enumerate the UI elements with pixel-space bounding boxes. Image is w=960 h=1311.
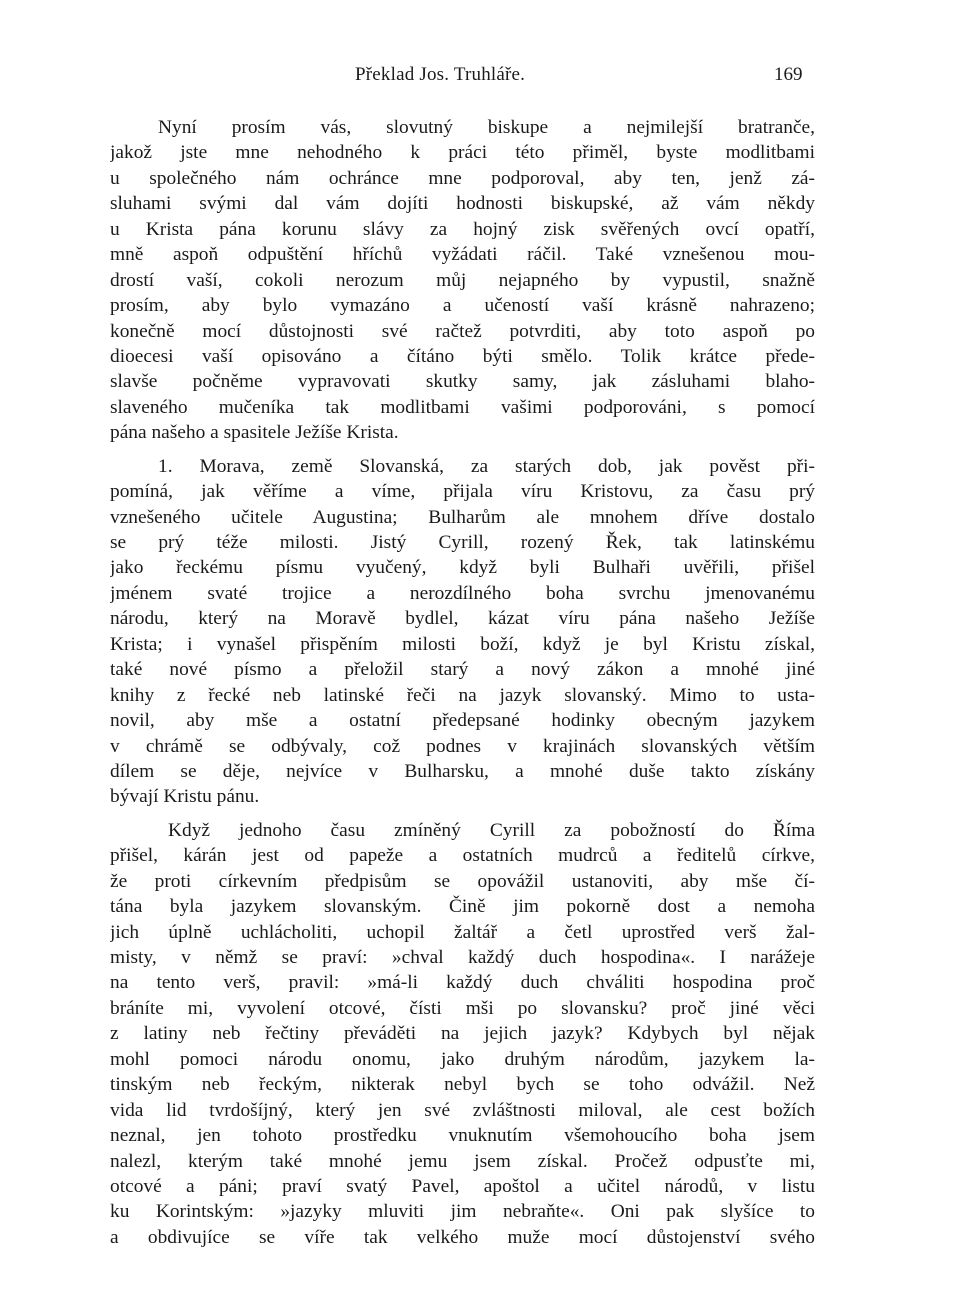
- paragraph: [110, 818, 815, 1250]
- text-line: že proti církevním předpisům se opovážil ustanoviti, aby mše čí-: [110, 870, 815, 892]
- text-line: ku Korintským: »jazyky mluviti jim nebraňte«. Oni pak slyšíce to: [110, 1201, 815, 1223]
- text-line: dílem se děje, nejvíce v Bulharsku, a mnohé duše takto získány: [110, 760, 815, 782]
- text-line: mohl pomoci národu onomu, jako druhým národům, jazykem la-: [110, 1048, 815, 1070]
- text-line: Když jednoho času zmíněný Cyrill za pobožností do Říma: [168, 819, 815, 841]
- text-line: jakož jste mne nehodného k práci této přiměl, byste modlitbami: [110, 142, 815, 164]
- text-line: 1. Morava, země Slovanská, za starých dob, jak pověst při-: [158, 455, 815, 477]
- text-line: konečně mocí důstojnosti své račtež potvrditi, aby toto aspoň po: [110, 320, 815, 342]
- text-line: pomíná, jak věříme a víme, přijala víru Kristovu, za času prý: [110, 481, 815, 503]
- paragraph: [110, 454, 815, 810]
- running-head: [0, 64, 960, 90]
- text-line: se prý téže milosti. Jistý Cyrill, rozený Řek, tak latinskému: [110, 532, 815, 553]
- body-text: [110, 115, 815, 1250]
- text-line: Nyní prosím vás, slovutný biskupe a nejmilejší bratranče,: [158, 117, 815, 138]
- text-line: jich úplně uchlácholiti, uchopil žaltář a četl uprostřed verš žal-: [110, 921, 815, 943]
- text-line: neznal, jen tohoto prostředku vnuknutím všemohoucího boha jsem: [110, 1125, 815, 1147]
- text-line: otcové a páni; praví svatý Pavel, apoštol a učitel národů, v listu: [110, 1175, 815, 1197]
- text-line: prosím, aby bylo vymazáno a učeností vaší krásně nahrazeno;: [110, 295, 815, 317]
- paragraph-gap: [110, 810, 815, 818]
- text-line: slaveného mučeníka tak modlitbami vašimi podporováni, s pomocí: [110, 396, 815, 418]
- text-line: nalezl, kterým také mnohé jemu jsem získal. Pročež odpusťte mi,: [110, 1150, 815, 1172]
- text-line: bráníte mi, vyvolení otcové, čísti mši po slovansku? proč jiné věci: [110, 997, 815, 1019]
- text-line: v chrámě se odbývaly, což podnes v krajinách slovanských větším: [110, 735, 815, 757]
- text-line: drostí vaší, cokoli nerozum můj nejapného by vypustil, snažně: [110, 269, 815, 291]
- text-line: u Krista pána korunu slávy za hojný zisk svěřených ovcí opatří,: [110, 218, 815, 240]
- text-line: na tento verš, pravil: »má-li každý duch chváliti hospodina proč: [110, 972, 815, 994]
- text-line: a obdivujíce se víře tak velkého muže mocí důstojenství svého: [110, 1226, 815, 1248]
- page-number: 169: [774, 64, 803, 85]
- text-line: přišel, kárán jest od papeže a ostatních mudrců a ředitelů církve,: [110, 845, 815, 867]
- text-line: knihy z řecké neb latinské řeči na jazyk slovanský. Mimo to usta-: [110, 684, 815, 706]
- text-line: také nové písmo a přeložil starý a nový zákon a mnohé jiné: [110, 659, 815, 681]
- text-line: slavše počněme vypravovati skutky samy, jak zásluhami blaho-: [110, 371, 815, 393]
- text-line: dioecesi vaší opisováno a čítáno býti smělo. Tolik krátce přede-: [110, 345, 815, 367]
- text-line: z latiny neb řečtiny převáděti na jejich jazyk? Kdybych byl nějak: [110, 1023, 815, 1045]
- paragraph: [110, 115, 815, 446]
- text-line: národu, který na Moravě bydlel, kázat víru pána našeho Ježíše: [110, 608, 815, 630]
- text-line: bývají Kristu pánu.: [110, 786, 260, 808]
- text-line: jménem svaté trojice a nerozdílného boha svrchu jmenovanému: [110, 582, 815, 604]
- text-line: pána našeho a spasitele Ježíše Krista.: [110, 422, 399, 444]
- text-line: vida lid tvrdošíjný, který jen své zvláštnosti miloval, ale cest božích: [110, 1099, 815, 1121]
- text-line: novil, aby mše a ostatní předepsané hodinky obecným jazykem: [110, 710, 815, 732]
- text-line: Krista; i vynašel přispěním milosti boží, když je byl Kristu získal,: [110, 633, 815, 655]
- text-line: tinským neb řeckým, nikterak nebyl bych se toho odvážil. Než: [110, 1074, 815, 1096]
- paragraph-gap: [110, 446, 815, 454]
- text-line: misty, v němž se praví: »chval každý duch hospodina«. I narážeje: [110, 947, 815, 968]
- running-title: Překlad Jos. Truhláře.: [355, 64, 526, 85]
- text-line: jako řeckému písmu vyučený, když byli Bulhaři uvěřili, přišel: [110, 557, 815, 579]
- text-line: mně aspoň odpuštění hříchů vyžádati ráčil. Také vznešenou mou-: [110, 244, 815, 266]
- text-line: tána byla jazykem slovanským. Čině jim pokorně dost a nemoha: [110, 896, 815, 918]
- text-line: u společného nám ochránce mne podporoval, aby ten, jenž zá-: [110, 167, 815, 189]
- text-line: vznešeného učitele Augustina; Bulharům ale mnohem dříve dostalo: [110, 506, 815, 528]
- text-line: sluhami svými dal vám dojíti hodnosti biskupské, až vám někdy: [110, 193, 815, 215]
